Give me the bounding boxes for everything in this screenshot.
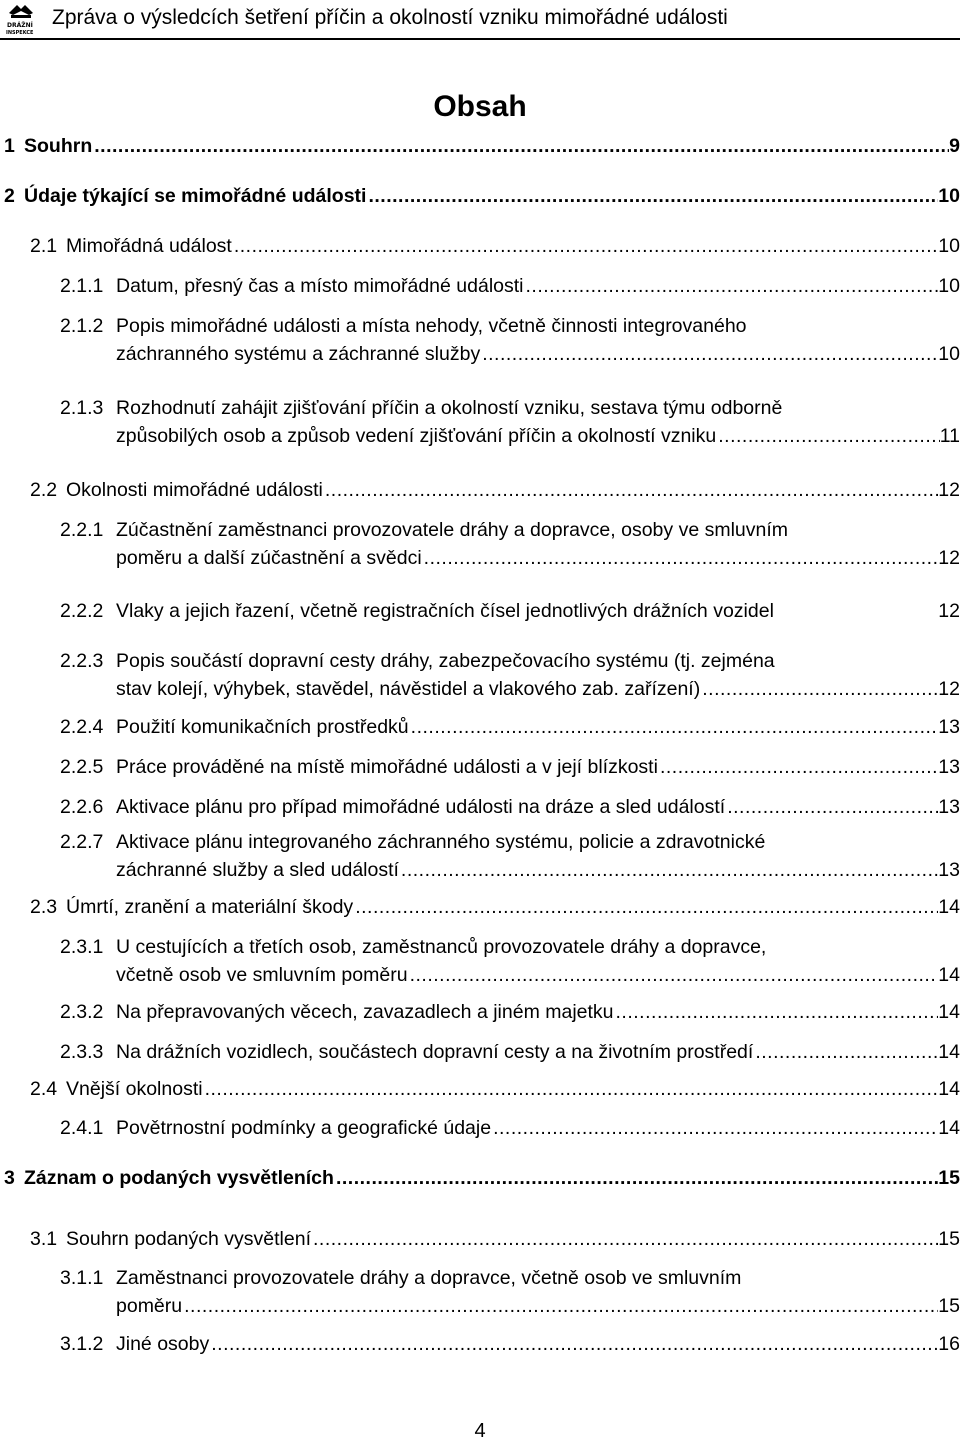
toc-entry-text: Povětrnostní podmínky a geografické údaje: [116, 1117, 492, 1139]
toc-entry-2-2-7[interactable]: [60, 828, 960, 884]
toc-entry-2-2-4[interactable]: [60, 713, 960, 741]
toc-entry-page: 14: [938, 1001, 960, 1023]
toc-entry-page: 12: [938, 479, 960, 501]
toc-entry-number: 2.3.2: [60, 1001, 104, 1023]
toc-entry-text-continued: stav kolejí, výhybek, stavědel, návěstidel a vlakového zab. zařízení): [116, 678, 701, 700]
toc-entry-text: Práce prováděné na místě mimořádné události a v její blízkosti: [116, 756, 658, 778]
toc-entry-number: 2.1.3: [60, 397, 104, 419]
toc-entry-2-2-2[interactable]: [60, 597, 960, 625]
toc-entry-2-4[interactable]: [30, 1075, 960, 1103]
toc-entry-number: 2.2.3: [60, 650, 104, 672]
toc-entry-number: 3.1.1: [60, 1267, 104, 1289]
dot-leader: [184, 1292, 938, 1320]
toc-entry-2-3-2[interactable]: [60, 998, 960, 1026]
dot-leader: [410, 961, 939, 989]
dot-leader: [660, 753, 938, 781]
toc-entry-page: 10: [938, 185, 960, 207]
toc-entry-text: Souhrn podaných vysvětlení: [66, 1228, 311, 1250]
toc-entry-page: 15: [938, 1167, 960, 1189]
toc-entry-number: 2.2.1: [60, 519, 104, 541]
dot-leader: [493, 1114, 938, 1142]
toc-entry-2-1-2[interactable]: [60, 312, 960, 368]
dot-leader: [94, 132, 949, 160]
toc-entry-text: Jiné osoby: [116, 1333, 210, 1355]
toc-entry-page: 14: [938, 1041, 960, 1063]
toc-entry-text-continued: způsobilých osob a způsob vedení zjišťování příčin a okolností vzniku: [116, 425, 717, 447]
toc-entry-page: 14: [938, 896, 960, 918]
toc-entry-number: 2.2.7: [60, 831, 104, 853]
toc-entry-page: 12: [938, 600, 960, 622]
header-title: Zpráva o výsledcích šetření příčin a okolností vzniku mimořádné události: [52, 6, 728, 29]
dot-leader: [205, 1075, 939, 1103]
toc-entry-text: Okolnosti mimořádné události: [66, 479, 323, 501]
toc-entry-text-continued: včetně osob ve smluvním poměru: [116, 964, 408, 986]
toc-entry-text: Aktivace plánu pro případ mimořádné události na dráze a sled událostí: [116, 796, 726, 818]
toc-entry-page: 13: [938, 756, 960, 778]
toc-entry-number: 2.2.2: [60, 600, 104, 622]
svg-text:INSPEKCE: INSPEKCE: [6, 30, 34, 36]
toc-entry-3-1-1[interactable]: [60, 1264, 960, 1320]
toc-entry-text: Údaje týkající se mimořádné události: [24, 185, 367, 207]
toc-entry-number: 2.2: [30, 479, 58, 501]
dot-leader: [718, 422, 940, 450]
toc-entry-number: 2.2.4: [60, 716, 104, 738]
dot-leader: [424, 544, 939, 572]
toc-entry-3-1-2[interactable]: [60, 1330, 960, 1358]
toc-entry-page: 11: [939, 425, 960, 447]
toc-entry-number: 3.1: [30, 1228, 58, 1250]
dot-leader: [702, 675, 938, 703]
toc-entry-text: Popis součástí dopravní cesty dráhy, zabezpečovacího systému (tj. zejména: [116, 650, 775, 672]
toc-entry-text: Použití komunikačních prostředků: [116, 716, 409, 738]
toc-entry-number: 2.4.1: [60, 1117, 104, 1139]
toc-entry-text: Aktivace plánu integrovaného záchranného systému, policie a zdravotnické: [116, 831, 766, 853]
toc-entry-number: 2.3: [30, 896, 58, 918]
dot-leader: [355, 893, 938, 921]
dot-leader: [755, 1038, 938, 1066]
dot-leader: [616, 998, 939, 1026]
dot-leader: [368, 182, 938, 210]
toc-entry-number: 2.2.5: [60, 756, 104, 778]
toc-entry-text: Zaměstnanci provozovatele dráhy a dopravce, včetně osob ve smluvním: [116, 1267, 742, 1289]
toc-entry-2-2-1[interactable]: [60, 516, 960, 572]
toc-entry-text: Mimořádná událost: [66, 235, 232, 257]
toc-entry-text: Rozhodnutí zahájit zjišťování příčin a okolností vzniku, sestava týmu odborně: [116, 397, 783, 419]
toc-entry-2-2[interactable]: [30, 476, 960, 504]
toc-entry-number: 2.2.6: [60, 796, 104, 818]
toc-entry-2-2-3[interactable]: [60, 647, 960, 703]
toc-entry-text: Záznam o podaných vysvětleních: [24, 1167, 334, 1189]
toc-entry-text: Vnější okolnosti: [66, 1078, 203, 1100]
toc-entry-text-continued: záchranného systému a záchranné služby: [116, 343, 481, 365]
toc-entry-text: Zúčastnění zaměstnanci provozovatele dráhy a dopravce, osoby ve smluvním: [116, 519, 789, 541]
toc-entry-page: 12: [938, 678, 960, 700]
toc-entry-text: Datum, přesný čas a místo mimořádné události: [116, 275, 524, 297]
toc-entry-text: U cestujících a třetích osob, zaměstnanců provozovatele dráhy a dopravce,: [116, 936, 767, 958]
dot-leader: [526, 272, 939, 300]
dot-leader: [313, 1225, 938, 1253]
toc-entry-2-2-6[interactable]: [60, 793, 960, 821]
toc-entry-page: 10: [938, 343, 960, 365]
toc-entry-2-1[interactable]: [30, 232, 960, 260]
toc-entry-2-3-3[interactable]: [60, 1038, 960, 1066]
page-header: [0, 0, 960, 40]
toc-entry-page: 13: [938, 859, 960, 881]
toc-entry-text-continued: záchranné služby a sled událostí: [116, 859, 399, 881]
toc-entry-page: 14: [938, 964, 960, 986]
toc-entry-2-2-5[interactable]: [60, 753, 960, 781]
dot-leader: [727, 793, 938, 821]
toc-entry-number: 1: [4, 135, 15, 157]
toc-entry-text-continued: poměru: [116, 1295, 183, 1317]
toc-entry-2[interactable]: [4, 182, 960, 210]
toc-entry-page: 14: [938, 1078, 960, 1100]
toc-entry-3-1[interactable]: [30, 1225, 960, 1253]
toc-entry-page: 14: [938, 1117, 960, 1139]
toc-entry-page: 13: [938, 796, 960, 818]
dot-leader: [401, 856, 938, 884]
toc-entry-page: 15: [938, 1295, 960, 1317]
svg-text:DRÁŽNÍ: DRÁŽNÍ: [7, 22, 33, 29]
toc-entry-2-3[interactable]: [30, 893, 960, 921]
dot-leader: [325, 476, 938, 504]
toc-entry-1[interactable]: [4, 132, 960, 160]
toc-entry-2-1-1[interactable]: [60, 272, 960, 300]
toc-title: Obsah: [433, 90, 527, 123]
toc-entry-2-1-3[interactable]: [60, 394, 960, 450]
toc-entry-number: 2.3.1: [60, 936, 104, 958]
toc-entry-text: Na přepravovaných věcech, zavazadlech a jiném majetku: [116, 1001, 614, 1023]
toc-entry-text-continued: poměru a další zúčastnění a svědci: [116, 547, 422, 569]
toc-entry-page: 13: [938, 716, 960, 738]
toc-entry-number: 2.1.2: [60, 315, 104, 337]
toc-entry-page: 15: [938, 1228, 960, 1250]
page-number: 4: [474, 1420, 486, 1442]
dot-leader: [482, 340, 938, 368]
toc-entry-number: 2.3.3: [60, 1041, 104, 1063]
toc-entry-number: 2.1: [30, 235, 58, 257]
header-divider: [0, 38, 960, 40]
toc-entry-number: 2: [4, 185, 15, 207]
toc-entry-2-3-1[interactable]: [60, 933, 960, 989]
dot-leader: [336, 1164, 938, 1192]
toc-entry-text: Na drážních vozidlech, součástech dopravní cesty a na životním prostředí: [116, 1041, 754, 1063]
toc-entry-2-4-1[interactable]: [60, 1114, 960, 1142]
toc-entry-text: Vlaky a jejich řazení, včetně registračních čísel jednotlivých drážních vozidel: [116, 600, 774, 622]
drazni-inspekce-logo: [3, 3, 39, 37]
dot-leader: [234, 232, 938, 260]
toc-entry-3[interactable]: [4, 1164, 960, 1192]
toc-entry-page: 10: [938, 235, 960, 257]
toc-entry-page: 9: [949, 135, 960, 157]
toc-entry-number: 3: [4, 1167, 15, 1189]
toc-entry-number: 2.4: [30, 1078, 58, 1100]
toc-entry-page: 12: [938, 547, 960, 569]
toc-entry-text: Úmrtí, zranění a materiální škody: [66, 896, 354, 918]
dot-leader: [411, 713, 939, 741]
dot-leader: [211, 1330, 938, 1358]
toc-entry-page: 10: [938, 275, 960, 297]
toc-entry-number: 2.1.1: [60, 275, 104, 297]
toc-entry-page: 16: [938, 1333, 960, 1355]
toc-entry-text: Souhrn: [24, 135, 93, 157]
toc-entry-number: 3.1.2: [60, 1333, 104, 1355]
toc-entry-text: Popis mimořádné události a místa nehody, včetně činnosti integrovaného: [116, 315, 747, 337]
